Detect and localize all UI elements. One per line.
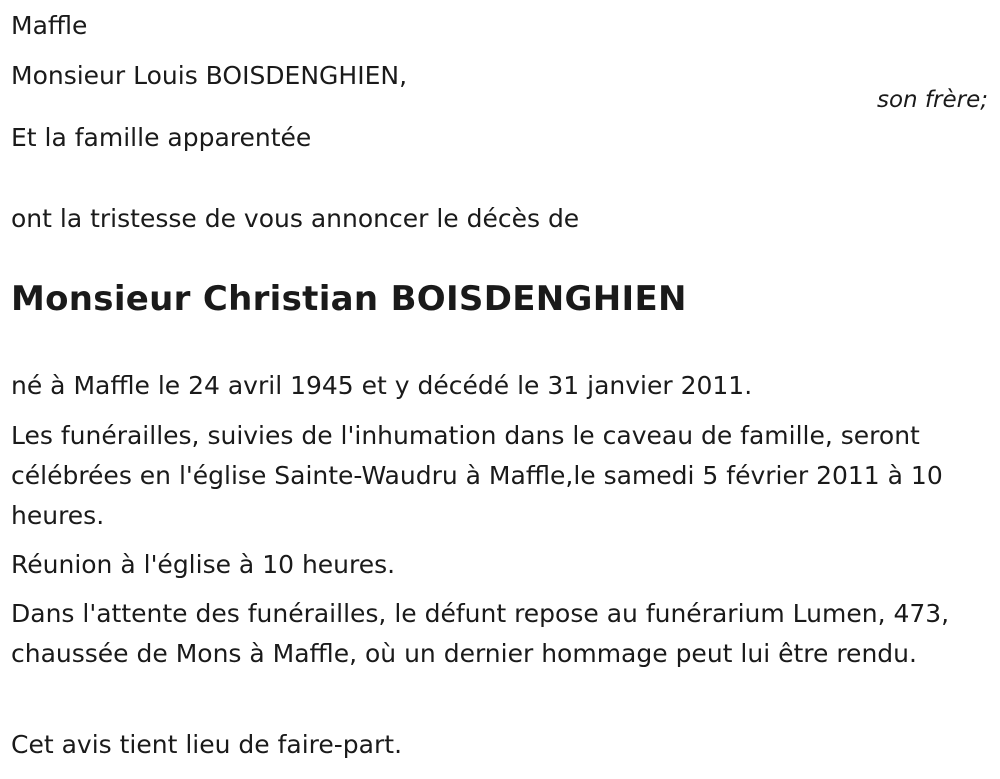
deceased-name: Monsieur Christian BOISDENGHIEN [11,279,687,319]
meeting-text: Réunion à l'église à 10 heures. [11,550,396,579]
funeral-text: Les funérailles, suivies de l'inhumation dans le caveau de famille, seront célébrées en l'église Sainte-Waudru à Maffle,le samedi 5 février 2011 à 10 heures. [11,421,943,530]
relative-relation: son frère; [876,87,988,113]
birth-death-text: né à Maffle le 24 avril 1945 et y décédé le 31 janvier 2011. [11,371,753,400]
funeral-home-text: Dans l'attente des funérailles, le défunt repose au funérarium Lumen, 473, chaussée de Mons à Maffle, où un dernier hommage peut lui être rendu. [11,599,950,668]
family-text: Et la famille apparentée [11,123,312,152]
relative-name: Monsieur Louis BOISDENGHIEN, [11,61,408,90]
closing-text: Cet avis tient lieu de faire-part. [11,730,403,759]
location-text: Maffle [11,11,88,40]
announcement-text: ont la tristesse de vous annoncer le décès de [11,204,580,233]
